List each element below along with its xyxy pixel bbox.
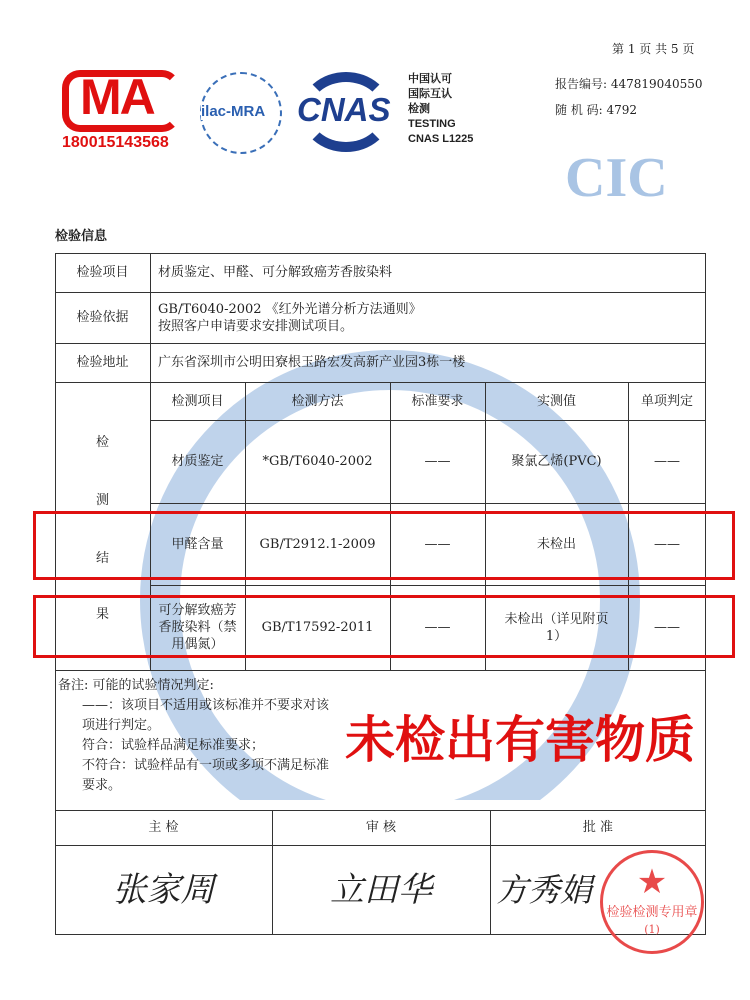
remarks-line: 不符合：试验样品有一项或多项不满足标准要求。 [82,758,330,793]
cell-judge: —— [654,620,680,635]
star-icon: ★ [636,862,668,902]
side-label: 测 [95,492,109,508]
random-code-value: 4792 [606,103,638,117]
cell-req: —— [424,454,451,469]
info-value: 材质鉴定、甲醛、可分解致癌芳香胺染料 [158,265,393,280]
section-title: 检验信息 [55,229,108,244]
cnas-logo-text: CNAS [297,91,391,128]
highlight-box [33,511,735,580]
info-value: 广东省深圳市公明田寮根玉路宏发高新产业园3栋一楼 [158,355,466,370]
col-header: 检测方法 [291,393,344,409]
cell-judge: —— [654,536,680,552]
sig-header: 主 检 [148,820,179,835]
col-header: 单项判定 [640,393,693,409]
cell-item: 可分解致癌芳香胺染料（禁用偶氮） [158,603,237,652]
report-no-label: 报告编号: [555,77,608,91]
page-number: 第 1 页 共 5 页 [612,42,695,56]
signature-approver: 方秀娟 [495,871,592,909]
cic-watermark-text: CIC [565,147,668,209]
highlight-box [33,595,735,658]
cell-method: GB/T17592-2011 [261,620,374,635]
side-label: 检 [95,434,109,450]
remarks-line: ——：该项目不适用或该标准并不要求对该项进行判定。 [82,698,330,733]
random-code [555,101,637,118]
cell-judge: —— [654,454,680,469]
cell-method: GB/T2912.1-2009 [259,536,376,552]
col-header: 标准要求 [411,393,464,409]
info-label: 检验依据 [76,310,129,325]
report-number [555,75,703,92]
official-seal [600,850,704,954]
remarks-line: 符合：试验样品满足标准要求； [82,738,265,753]
cma-phone: 180015143568 [62,134,169,151]
side-label: 果 [95,606,109,622]
seal-text: 检验检测专用章 [606,905,698,920]
cell-req: —— [424,536,451,552]
cell-value: 未检出（详见附页1） [504,611,609,644]
remarks-title: 备注: 可能的试验情况判定: [58,678,214,693]
sig-header: 审 核 [365,820,397,835]
side-label: 结 [95,550,109,566]
cell-method: *GB/T6040-2002 [262,454,373,469]
seal-number: (1) [644,923,660,936]
random-code-label: 随 机 码: [555,103,603,117]
info-label: 检验项目 [76,265,129,280]
cell-value: 未检出 [536,536,576,552]
info-label: 检验地址 [76,355,129,370]
remarks [58,676,338,796]
overlay-stamp-text: 未检出有害物质 [345,711,695,769]
signature-reviewer: 立田华 [330,870,432,910]
report-no-value: 447819040550 [610,77,703,91]
cnas-caption: 中国认可 国际互认 检测 TESTING CNAS L1225 [408,73,474,145]
sig-header: 批 准 [582,820,614,835]
cma-logo-text: MA [80,69,154,125]
cell-item: 甲醛含量 [171,536,224,552]
cell-value: 聚氯乙烯(PVC) [511,454,602,469]
cell-req: —— [424,620,451,635]
cell-item: 材质鉴定 [171,454,224,469]
info-value: GB/T6040-2002 《红外光谱分析方法通则》 按照客户申请要求安排测试项目。 [158,301,422,334]
col-header: 检测项目 [171,393,224,409]
ilac-logo-text: ilac-MRA [201,103,266,120]
signature-inspector: 张家周 [112,870,215,910]
col-header: 实测值 [536,393,576,409]
